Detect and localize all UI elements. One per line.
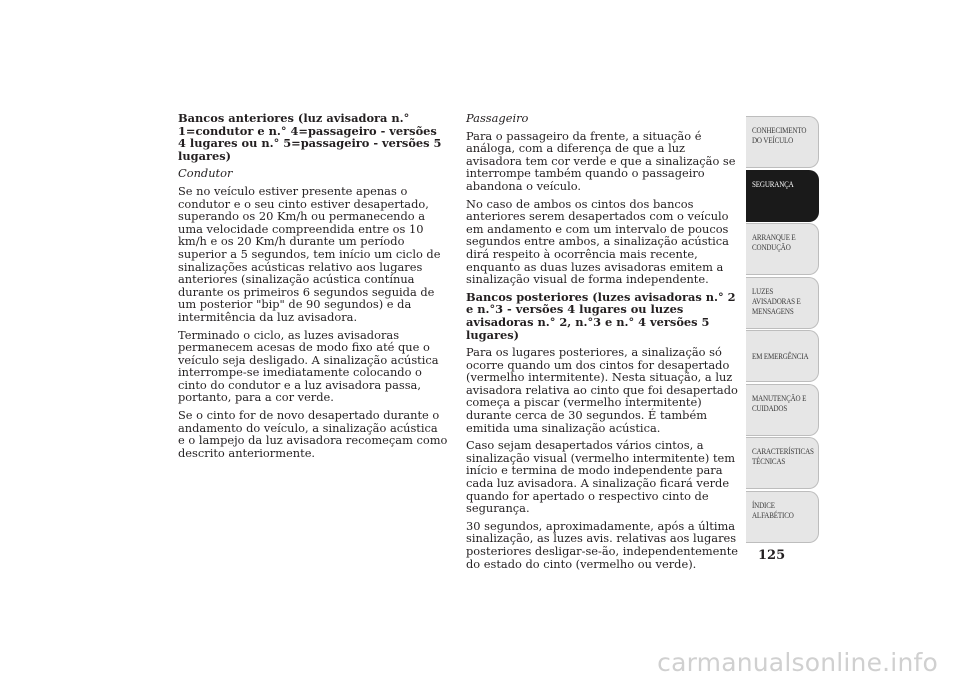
paragraph: Terminado o ciclo, as luzes avisadoras permanecem acesas de modo fixo até que o veículo seja desligado. A sinalização acústica interrompe-se imediatamente colocando o cinto do condutor e a luz avisadora passa, portanto, para a cor verde. [178, 327, 439, 405]
paragraph: Caso sejam desapertados vários cintos, a sinalização visual (vermelho intermitente) tem início e termina de modo independente para cada luz avisadora. A sinalização ficará verde quando for apertado o respectivo cinto de segurança. [466, 438, 736, 516]
paragraph: Se o cinto for de novo desapertado durante o andamento do veículo, a sinalização acústica e o lampejo da luz avisadora recomeçam como descrito anteriormente. [178, 408, 448, 460]
right-column [466, 112, 741, 575]
front-seats-heading: Bancos anteriores (luz avisadora n.° 1=condutor e n.° 4=passageiro - versões 4 lugares ou n.° 5=passageiro - versões 5 lugares) [178, 111, 442, 163]
paragraph: 30 segundos, aproximadamente, após a última sinalização, as luzes avis. relativas aos lugares posteriores desligar-se-ão, independentemente do estado do cinto (vermelho ou verde). [466, 518, 739, 571]
tab-indice-alfabetico[interactable] [746, 491, 819, 543]
tab-label: AVISADORAS E [752, 295, 801, 306]
paragraph: No caso de ambos os cintos dos bancos anteriores serem desapertados com o veículo em andamento e com um intervalo de poucos segundos entre ambos, a sinalização acústica dirá respeito à ocorrência mais recente, enquanto as duas luzes avisadoras emitem a sinalização visual de forma independente. [466, 196, 729, 287]
tab-label: CONHECIMENTO [752, 125, 807, 135]
tab-label: MENSAGENS [752, 305, 794, 316]
tab-label: ÍNDICE [752, 499, 775, 510]
tab-label: LUZES [752, 285, 774, 296]
tab-label: CONDUÇÃO [752, 242, 791, 252]
passenger-subheading: Passageiro [466, 111, 529, 125]
tab-seguranca[interactable] [746, 170, 819, 222]
tab-manutencao-e-cuidados[interactable] [746, 384, 819, 436]
tab-label: CARACTERÍSTICAS [752, 446, 814, 456]
paragraph: Se no veículo estiver presente apenas o condutor e o seu cinto estiver desapertado, superando os 20 Km/h ou permanecendo a uma velocidade compreendida entre os 10 km/h e os 20 Km/h durante um período superior a 5 segundos, tem início um ciclo de sinalizações acústicas relativo aos lugares anteriores (sinalização acústica contínua durante os primeiros 6 segundos seguida de um posterior "bip" de 90 segundos) e da intermitência da luz avisadora. [178, 183, 441, 324]
watermark: carmanualsonline.info [657, 648, 938, 677]
page-number: 125 [758, 548, 786, 563]
paragraph: Para o passageiro da frente, a situação é análoga, com a diferença de que a luz avisadora tem cor verde e que a sinalização se interrompe também quando o passageiro abandona o veículo. [466, 128, 736, 193]
tab-conhecimento-do-veiculo[interactable] [746, 116, 819, 168]
section-tabs [746, 116, 819, 544]
tab-luzes-avisadoras[interactable] [746, 277, 819, 329]
tab-arranque-e-conducao[interactable] [746, 223, 819, 275]
tab-label: DO VEÍCULO [752, 135, 794, 145]
tab-label: SEGURANÇA [752, 178, 794, 189]
tab-label: ARRANQUE E [752, 232, 796, 242]
tab-caracteristicas-tecnicas[interactable] [746, 437, 819, 489]
left-column [178, 112, 448, 464]
tab-label: MANUTENÇÃO E [752, 392, 807, 403]
tab-label: EM EMERGÊNCIA [752, 351, 809, 361]
tab-label: ALFABÉTICO [752, 509, 794, 520]
paragraph: Para os lugares posteriores, a sinalização só ocorre quando um dos cintos for desapertado (vermelho intermitente). Nesta situação, a luz avisadora relativa ao cinto que foi desapertado começa a piscar (vermelho intermitente) durante cerca de 30 segundos. É também emitida uma sinalização acústica. [466, 345, 738, 435]
rear-seats-heading: Bancos posteriores (luzes avisadoras n.° 2 e n.°3 - versões 4 lugares ou luzes avisadoras n.° 2, n.°3 e n.° 4 versões 5 lugares) [466, 289, 736, 342]
driver-subheading: Condutor [178, 166, 233, 181]
tab-label: TÉCNICAS [752, 456, 786, 466]
tab-label: CUIDADOS [752, 402, 788, 413]
tab-em-emergencia[interactable] [746, 330, 819, 382]
